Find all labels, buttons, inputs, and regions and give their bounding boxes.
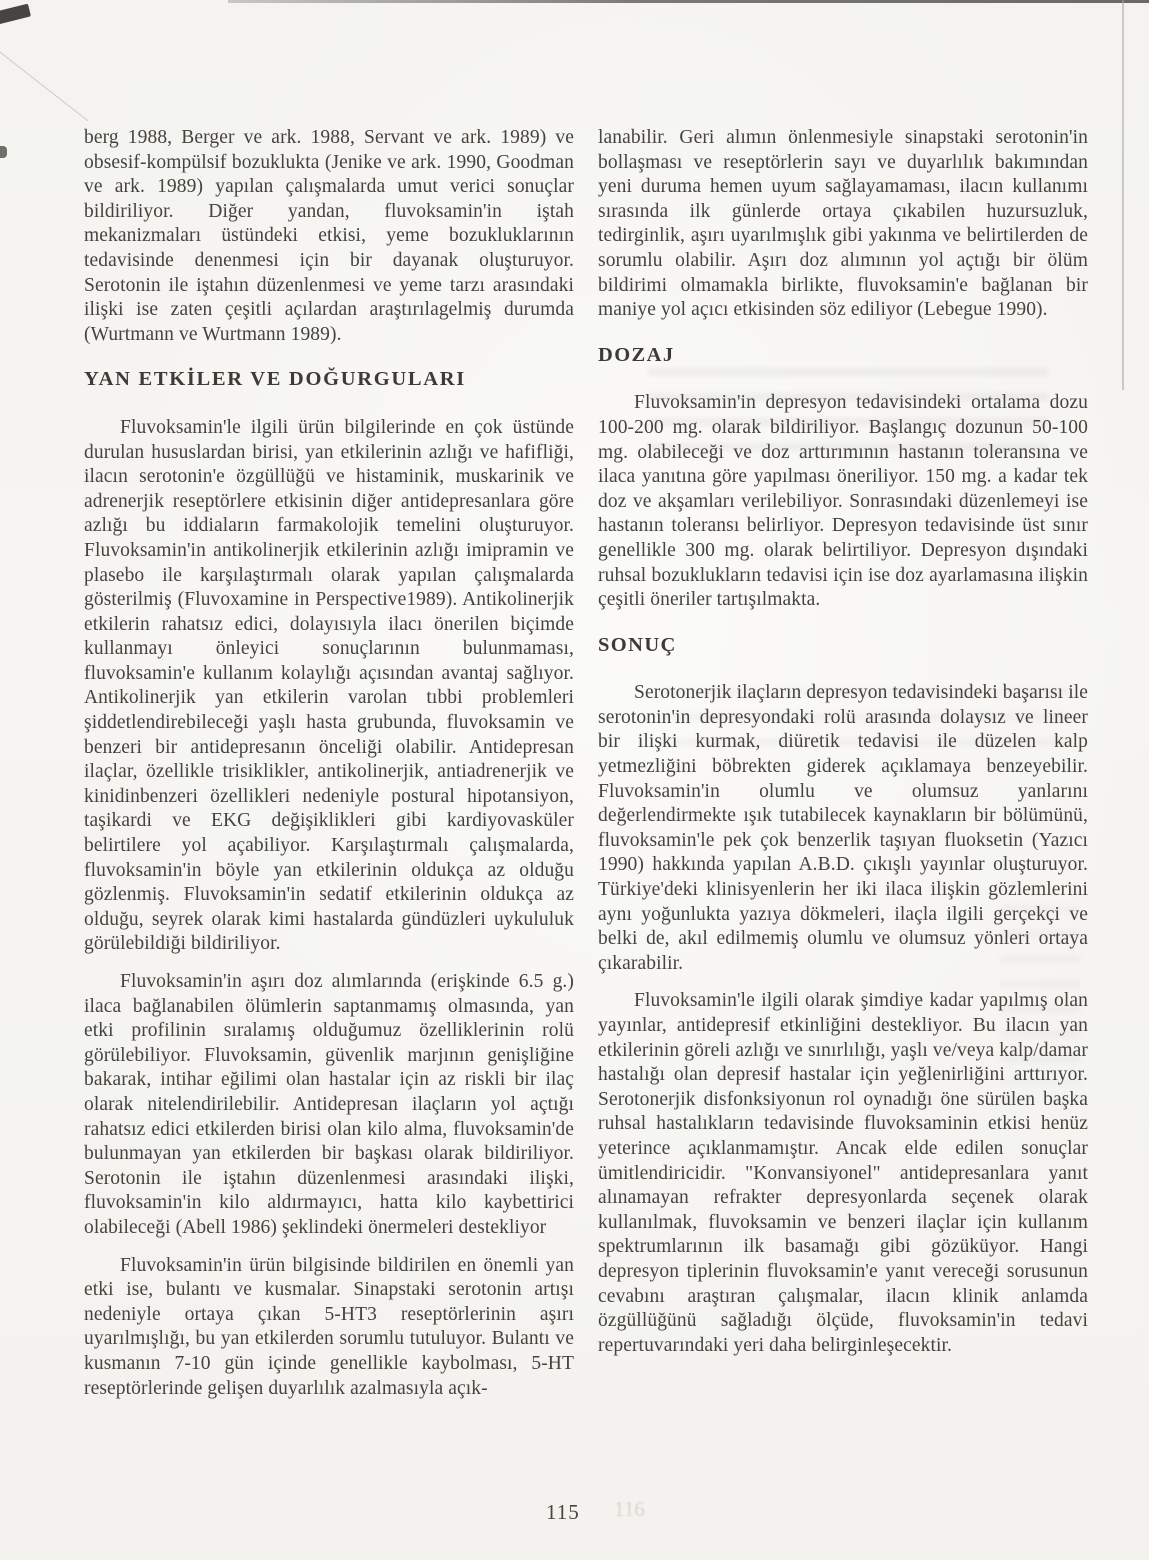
page-number: 115 <box>546 1500 580 1524</box>
paragraph-conclusion-1: Serotonerjik ilaçların depresyon tedavisindeki başarısı ile serotonin'in depresyondaki rolü arasında dolaysız ve lineer bir ilişki kurmak, diüretik tedavisi ile düzelen kalp yetmezliğini böbrekten giderek açıklamaya benzeyebilir. Fluvoksamin'in olumlu ve olumsuz yanlarını değerlendirmekte ışık tutabilecek kaynakların bir bölümünü, fluvoksamin'le pek çok benzerlik taşıyan fluoksetin (Yazıcı 1990) hakkında yapılan A.B.D. çıkışlı yayınlar oluşturuyor. Türkiye'deki klinisyenlerin her iki ilaca ilişkin gözlemlerini aynı yoğunlukta yazıya dökmeleri, ilaçla ilgili gerçekçi ve belki de, akıl edilmemiş olumlu ve olumsuz yönleri ortaya çıkarabilir. <box>598 682 1088 974</box>
scan-artifact-corner-mark <box>0 4 31 26</box>
left-column <box>84 126 574 1401</box>
section-heading-conclusion: SONUÇ <box>598 633 677 656</box>
scan-artifact-scratch <box>0 28 88 121</box>
scan-artifact-left-dot <box>0 146 7 158</box>
scan-artifact-top-edge-line <box>228 0 1149 3</box>
ghost-page-number: 116 <box>614 1497 645 1521</box>
paragraph-nausea: Fluvoksamin'in ürün bilgisinde bildirilen en önemli yan etki ise, bulantı ve kusmalar. Sinapstaki serotonin artışı nedeniyle ortaya çıkan 5-HT3 reseptörlerinin aşırı uyarılmışlığı, bu yan etkilerden sorumlu tutuluyor. Bulantı ve kusmanın 7-10 gün içinde genellikle kaybolması, 5-HT reseptörlerinde gelişen duyarlılık azalmasıyla açık- <box>84 1254 574 1399</box>
paragraph-dosage: Fluvoksamin'in depresyon tedavisindeki ortalama dozu 100-200 mg. olarak bildiriliyor. Başlangıç dozunun 50-100 mg. olabileceği ve doz arttırımının hastanın toleransına ve ilaca yanıtına göre yapılması öneriliyor. 150 mg. a kadar tek doz ve akşamları verilebiliyor. Sonrasındaki düzenlemeyi ise hastanın toleransı belirliyor. Depresyon tedavisinde üst sınır genellikle 300 mg. olarak belirtiliyor. Depresyon dışındaki ruhsal bozuklukların tedavisi için ise doz ayarlamasına ilişkin çeşitli öneriler tartışılmakta. <box>598 392 1088 611</box>
paragraph-continuation-left: berg 1988, Berger ve ark. 1988, Servant ve ark. 1989) ve obsesif-kompülsif bozuklukta (Jenike ve ark. 1990, Goodman ve ark. 1989) yapılan çalışmalarda umut verici sonuçlar bildiriliyor. Diğer yandan, fluvoksamin'in iştah mekanizmaları üstündeki etkisi, yeme bozukluklarının tedavisinde denenmesi için bir dayanak oluşturuyor. Serotonin ile iştahın düzenlenmesi ve yeme tarzı arasındaki ilişki ise zaten çeşitli açılardan araştırılagelmiş durumda (Wurtmann ve Wurtmann 1989). <box>84 127 574 345</box>
section-heading-side-effects: YAN ETKİLER VE DOĞURGULARI <box>84 368 466 391</box>
scan-artifact-right-edge-line <box>1122 0 1124 390</box>
paragraph-continuation-right: lanabilir. Geri alımın önlenmesiyle sinapstaki serotonin'in bollaşması ve reseptörlerin sayı ve duyarlılık bakımından yeni duruma hemen uyum sağlayamaması, ilacın kullanımı sırasında ilk günlerde ortaya çıkabilen huzursuzluk, tedirginlik, aşırı uyarılmışlık gibi yakınma ve belirtilerden de sorumlu olabilir. Aşırı doz alımının yol açtığı bir ölüm bildirimi olmamakla birlikte, fluvoksamin'e bağlanan bir maniye yol açıcı etkisinden söz ediliyor (Lebegue 1990). <box>598 127 1088 321</box>
right-column <box>598 126 1088 1358</box>
paragraph-conclusion-2: Fluvoksamin'le ilgili olarak şimdiye kadar yapılmış olan yayınlar, antidepresif etkinliğini destekliyor. Bu ilacın yan etkilerinin göreli azlığı ve sınırlılığı, yaşlı ve/veya kalp/damar hastalığı olan depresif hastalar için yeğlenirliğini arttırıyor. Serotonerjik disfonksiyonun rol oynadığı öne sürülen başka ruhsal hastalıkların tedavisinde fluvoksaminin etkisi henüz yeterince açıklanmamıştır. Ancak elde edilen sonuçlar ümitlendiricidir. "Konvansiyonel" antidepresanlara yanıt alınamayan refrakter depresyonlarda seçenek olarak kullanılmak, fluvoksamin ve benzeri ilaçlar için kullanım spektrumlarının ilk basamağı gibi gözüküyor. Hangi depresyon tiplerinin fluvoksamin'e yanıt vereceği sorusunun cevabını araştıran çalışmalar, ilacın klinik anlamda özgüllüğünü sağladığı ölçüde, fluvoksamin'in tedavi repertuvarındaki yeri daha belirginleşecektir. <box>598 990 1088 1356</box>
paragraph-overdose: Fluvoksamin'in aşırı doz alımlarında (erişkinde 6.5 g.) ilaca bağlanabilen ölümlerin saptanmamış olmasında, yan etki profilinin sıralamış olduğumuz özelliklerinin rolü görülebiliyor. Fluvoksamin, güvenlik marjının genişliğine bakarak, intihar eğilimi olan hastalar için az riskli bir ilaç olarak nitelendirilebilir. Antidepresan ilaçların yol açtığı rahatsız edici etkilerden birisi olan kilo alma, fluvoksamin'de bulunmayan yan etkilerden bir başkası olarak bildiriliyor. Serotonin ile iştahın düzenlenmesi arasındaki ilişki, fluvoksamin'in kilo aldırmayıcı, hatta kilo kaybettirici olabileceği (Abell 1986) şeklindeki önermeleri destekliyor <box>84 971 574 1238</box>
paragraph-product-info: Fluvoksamin'le ilgili ürün bilgilerinde en çok üstünde durulan hususlardan birisi, yan etkilerinin azlığı ve hafifliği, ilacın serotonin'e özgüllüğü ve histaminik, muskarinik ve adrenerjik reseptörlere etkisinin diğer antidepresanlara göre azlığı bu iddiaların farmakolojik temelini oluşturuyor. Fluvoksamin'in antikolinerjik etkilerinin azlığı imipramin ve plasebo ile karşılaştırmalı olarak yapılan çalışmalarda gösterilmiş (Fluvoxamine in Perspective1989). Antikolinerjik etkilerin rahatsız edici, dolayısıyla ilacı önerilen biçimde kullanmayı önleyici sonuçlarının bulunmaması, fluvoksamin'e kullanım kolaylığı açısından avantaj sağlıyor. Antikolinerjik yan etkilerin varolan tıbbi problemleri şiddetlendirebileceği yaşlı hasta grubunda, fluvoksamin ve benzeri bir antidepresanın önceliği olabilir. Antidepresan ilaçlar, özellikle trisiklikler, antikolinerjik, antiadrenerjik ve kinidinbenzeri özellikleri nedeniyle postural hipotansiyon, taşikardi ve EKG değişiklikleri gibi kardiyovasküler belirtilere yol açabiliyor. Karşılaştırmalı çalışmalarda, fluvoksamin'in böyle yan etkilerinin oldukça az olduğu gözlenmiş. Fluvoksamin'in sedatif etkilerinin oldukça az olduğu, seyrek olarak kimi hastalarda gündüzleri uykululuk görülebildiği bildiriliyor. <box>84 416 574 955</box>
section-heading-dosage: DOZAJ <box>598 343 675 366</box>
